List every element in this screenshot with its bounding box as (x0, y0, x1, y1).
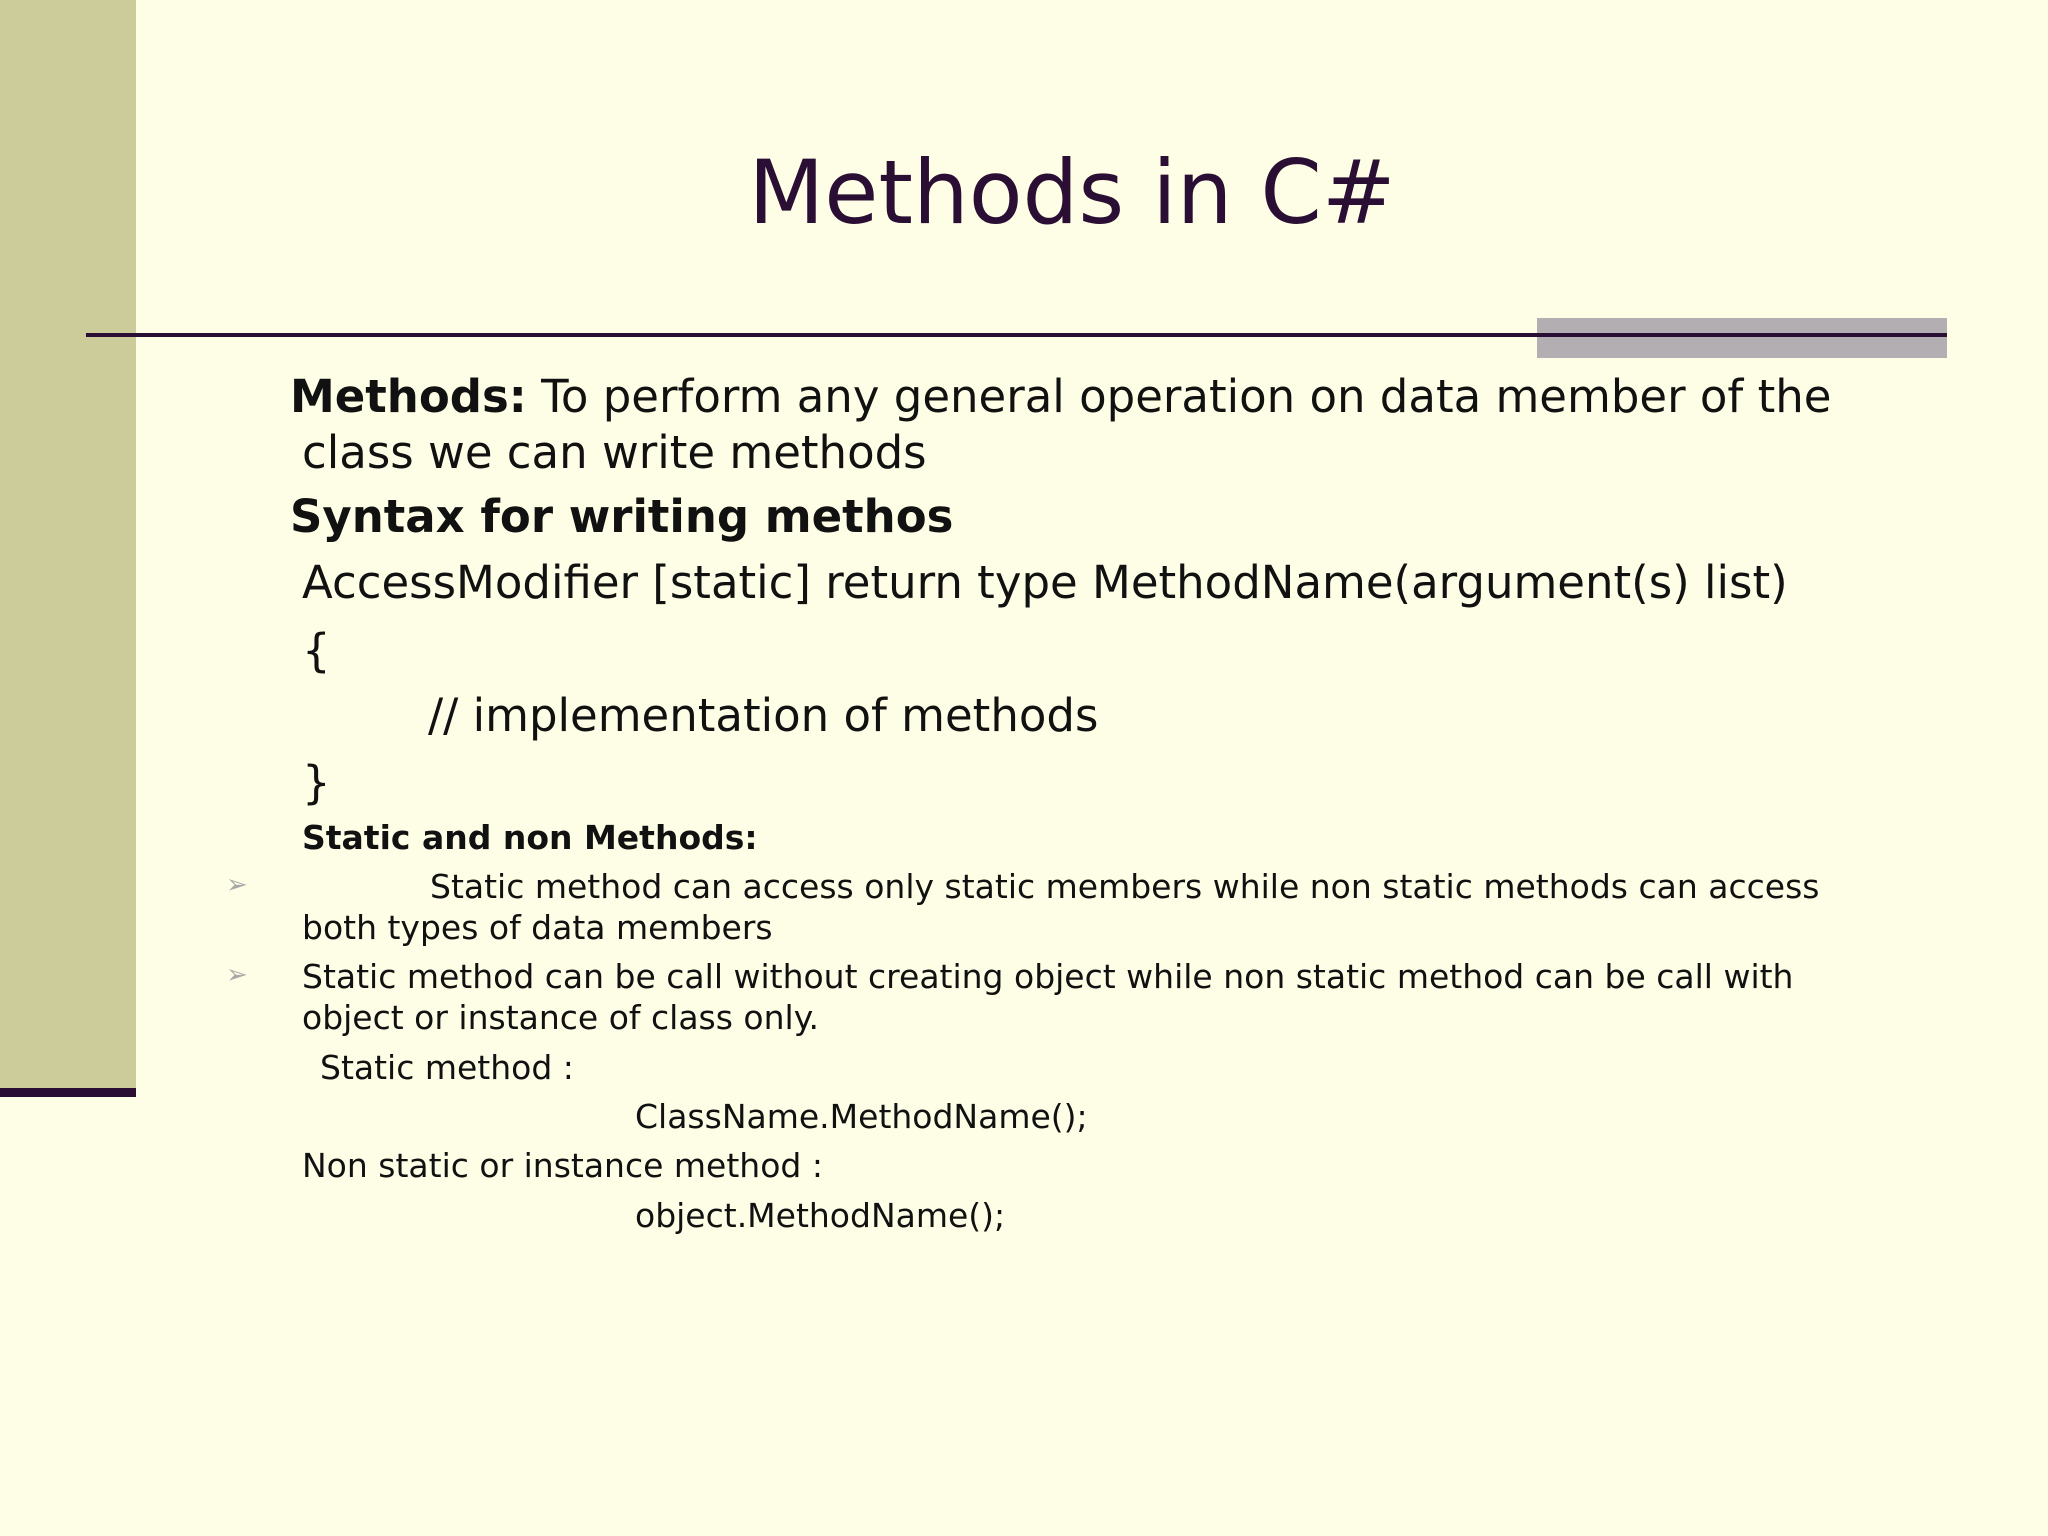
static-method-call: ClassName.MethodName(); (635, 1097, 1088, 1136)
intro-text-1: To perform any general operation on data member of the (526, 370, 1832, 423)
syntax-open-brace: { (302, 624, 331, 677)
syntax-close-brace: } (302, 756, 331, 809)
instance-method-call: object.MethodName(); (635, 1196, 1006, 1235)
syntax-body-comment: // implementation of methods (428, 689, 1099, 742)
left-band-underline (0, 1088, 136, 1097)
bullet-arrow-icon: ➢ (226, 870, 248, 900)
title-rule-accent-block (1537, 318, 1947, 358)
bullet-arrow-icon: ➢ (226, 960, 248, 990)
bullet-2-line-2: object or instance of class only. (302, 998, 820, 1037)
bullet-2-line-1: Static method can be call without creating object while non static method can be call with (302, 957, 1794, 996)
intro-label: Methods: (290, 370, 527, 423)
intro-line-1 (290, 370, 1831, 424)
intro-line-2: class we can write methods (302, 426, 927, 479)
left-decorative-band (0, 0, 136, 1088)
instance-method-label: Non static or instance method : (302, 1146, 823, 1185)
syntax-heading: Syntax for writing methos (290, 490, 954, 543)
static-method-label: Static method : (320, 1048, 574, 1087)
static-heading: Static and non Methods: (302, 818, 758, 857)
slide-title: Methods in C# (748, 141, 1396, 244)
syntax-signature: AccessModifier [static] return type MethodName(argument(s) list) (302, 556, 1788, 609)
bullet-1-line-2: both types of data members (302, 908, 773, 947)
title-rule-accent-line (1537, 333, 1947, 337)
bullet-1-line-1: Static method can access only static members while non static methods can access (430, 867, 1820, 906)
